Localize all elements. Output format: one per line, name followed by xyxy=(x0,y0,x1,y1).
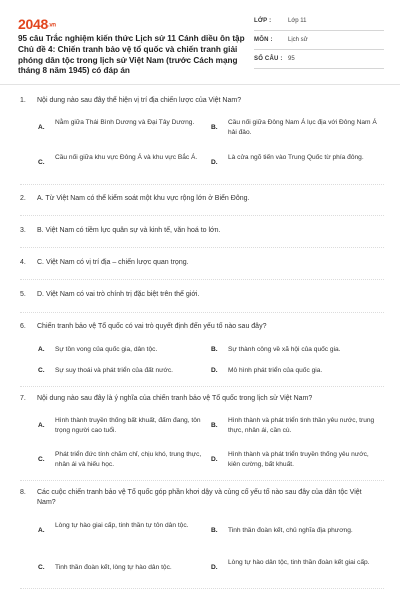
option-label: D. xyxy=(211,367,218,374)
option-text: Lòng tự hào dân tộc, tinh thần đoàn kết giai cấp. xyxy=(228,559,370,566)
option-label: B. xyxy=(211,527,218,534)
option-label: A. xyxy=(38,124,45,131)
question-number: 7. xyxy=(20,395,26,402)
option-label: B. xyxy=(211,422,218,429)
option-text: Phát triển đức tính chăm chỉ, chịu khó, trung thực, nhân ái và hiếu học. xyxy=(55,451,202,468)
question-number: 8. xyxy=(20,489,26,496)
meta-subject-key: MÔN : xyxy=(254,37,273,43)
question-text: Các cuộc chiến tranh bảo vệ Tổ quốc góp phần khơi dậy và củng cố yếu tố nào sau đây của dân tộc Việt Nam? xyxy=(37,489,362,506)
document-header xyxy=(18,12,384,92)
question-number: 6. xyxy=(20,323,26,330)
question-separator xyxy=(20,480,384,481)
meta-subject-value: Lịch sử xyxy=(288,37,308,43)
option-text: Sự thành công về xã hội của quốc gia. xyxy=(228,346,341,353)
logo-main-text: 2048 xyxy=(18,16,48,32)
option-text: Cầu nối giữa Đông Nam Á lục địa với Đông Nam Á hải đảo. xyxy=(228,119,377,136)
document-title: 95 câu Trắc nghiệm kiến thức Lịch sử 11 Cánh diều ôn tập Chủ đề 4: Chiến tranh bảo vệ tổ quốc và chiến tranh giải phóng dân tộc trong lịch sử Việt Nam (trước Cách mạng tháng 8 năm 1945) có đáp án xyxy=(18,34,245,76)
option-text: Cầu nối giữa khu vực Đông Á và khu vực Bắc Á. xyxy=(55,154,198,161)
question-separator xyxy=(20,279,384,280)
question-number: 4. xyxy=(20,259,26,266)
question-text: C. Việt Nam có vị trí địa – chiến lược quan trọng. xyxy=(37,259,189,266)
meta-subject xyxy=(254,31,384,50)
option-label: D. xyxy=(211,564,218,571)
option-text: Mô hình phát triển của quốc gia. xyxy=(228,367,323,374)
option-text: Lòng tự hào giai cấp, tinh thần tự tôn dân tộc. xyxy=(55,522,189,529)
option-text: Sự tồn vong của quốc gia, dân tộc. xyxy=(55,346,158,353)
meta-question-count xyxy=(254,50,384,69)
option-text: Tinh thần đoàn kết, lòng tự hào dân tộc. xyxy=(55,564,172,571)
question-separator xyxy=(20,215,384,216)
option-label: C. xyxy=(38,159,45,166)
question-separator xyxy=(20,386,384,387)
option-label: A. xyxy=(38,422,45,429)
header-divider xyxy=(0,84,400,85)
question-text: D. Việt Nam có vai trò chính trị đặc biệt trên thế giới. xyxy=(37,291,200,298)
option-text: Hình thành và phát triển truyền thống yêu nước, kiên cường, bất khuất. xyxy=(228,451,369,468)
option-label: C. xyxy=(38,564,45,571)
logo-suffix-text: .vn xyxy=(47,22,56,29)
option-label: D. xyxy=(211,456,218,463)
question-number: 3. xyxy=(20,227,26,234)
option-text: Là cửa ngõ tiến vào Trung Quốc từ phía đông. xyxy=(228,154,364,161)
meta-count-key: SỐ CÂU : xyxy=(254,56,283,62)
question-separator xyxy=(20,184,384,185)
question-separator xyxy=(20,247,384,248)
option-text: Hình thành truyền thống bất khuất, đấm đang, tôn trọng người cao tuổi. xyxy=(55,417,201,434)
option-text: Nằm giữa Thái Bình Dương và Đại Tây Dương. xyxy=(55,119,195,126)
option-label: A. xyxy=(38,527,45,534)
meta-count-value: 95 xyxy=(288,56,295,62)
document-meta xyxy=(254,12,384,69)
meta-class-value: Lớp 11 xyxy=(288,18,307,24)
meta-class-key: LỚP : xyxy=(254,18,272,24)
question-text: B. Việt Nam có tiềm lực quân sự và kinh tế, văn hoá to lớn. xyxy=(37,227,221,234)
option-label: D. xyxy=(211,159,218,166)
option-label: B. xyxy=(211,124,218,131)
option-text: Tinh thần đoàn kết, chủ nghĩa địa phương. xyxy=(228,527,353,534)
question-separator xyxy=(20,312,384,313)
option-label: B. xyxy=(211,346,218,353)
question-text: A. Từ Việt Nam có thể kiểm soát một khu vực rộng lớn ở Biển Đông. xyxy=(37,195,250,202)
option-text: Hình thành và phát triển tinh thần yêu nước, trung thực, nhân ái, cần cù. xyxy=(228,417,375,434)
question-number: 5. xyxy=(20,291,26,298)
option-label: C. xyxy=(38,367,45,374)
question-text: Nội dung nào sau đây là ý nghĩa của chiến tranh bảo vệ Tổ quốc trong lịch sử Việt Nam? xyxy=(37,395,313,402)
site-logo[interactable] xyxy=(18,16,56,32)
option-label: C. xyxy=(38,456,45,463)
option-label: A. xyxy=(38,346,45,353)
question-text: Chiến tranh bảo vệ Tổ quốc có vai trò quyết định đến yếu tố nào sau đây? xyxy=(37,323,267,330)
question-number: 2. xyxy=(20,195,26,202)
question-separator xyxy=(20,588,384,589)
question-number: 1. xyxy=(20,97,26,104)
meta-class xyxy=(254,12,384,31)
option-text: Sự suy thoái và phát triển của đất nước. xyxy=(55,367,173,374)
question-text: Nội dung nào sau đây thể hiện vị trí địa chiến lược của Việt Nam? xyxy=(37,97,242,104)
